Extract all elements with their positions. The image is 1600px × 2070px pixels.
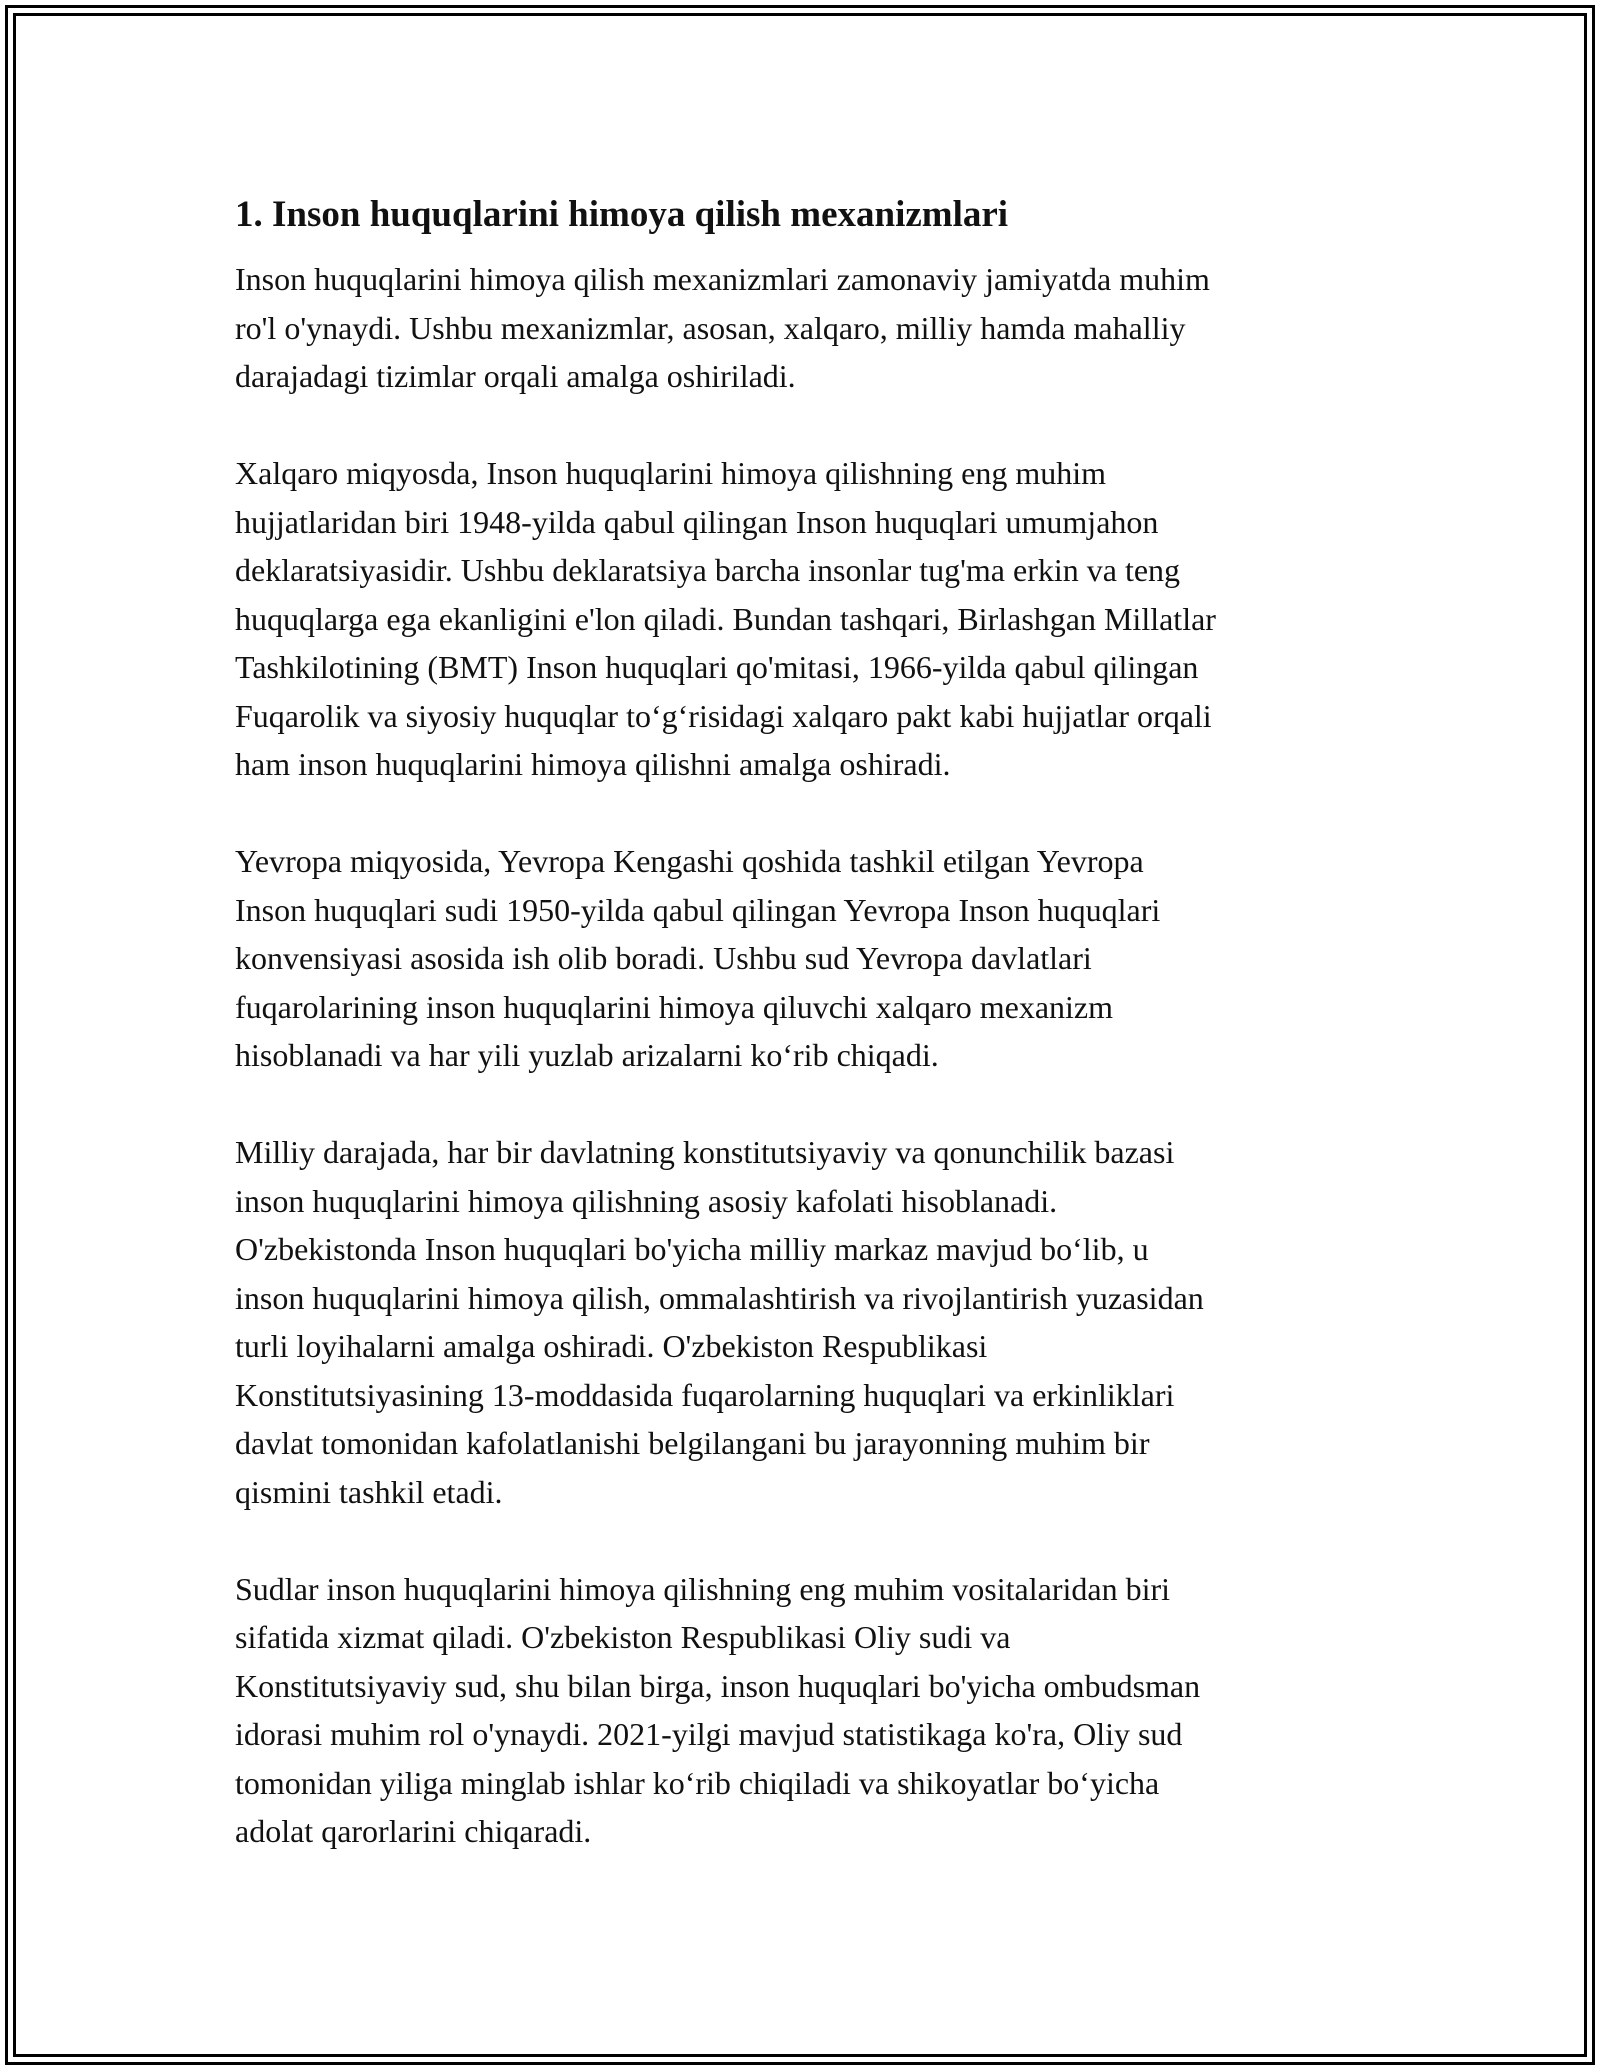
text-line: fuqarolarining inson huquqlarini himoya qiluvchi xalqaro mexanizm (235, 988, 1114, 1025)
text-line: Xalqaro miqyosda, Inson huquqlarini himoya qilishning eng muhim (235, 455, 1107, 491)
paragraph-courts (235, 1565, 1375, 1856)
text-line: davlat tomonidan kafolatlanishi belgilangani bu jarayonning muhim bir (235, 1425, 1150, 1461)
text-line: Inson huquqlarini himoya qilish mexanizmlari zamonaviy jamiyatda muhim (235, 261, 1210, 297)
text-line: konvensiyasi asosida ish olib boradi. Ushbu sud Yevropa davlatlari (235, 940, 1092, 976)
text-line: Konstitutsiyasining 13-moddasida fuqarolarning huquqlari va erkinliklari (235, 1376, 1175, 1413)
text-line: adolat qarorlarini chiqaradi. (235, 1813, 592, 1849)
paragraph-intro (235, 255, 1375, 401)
text-line: darajadagi tizimlar orqali amalga oshiriladi. (235, 358, 796, 394)
paragraph-national (235, 1128, 1375, 1516)
text-line: idorasi muhim rol o'ynaydi. 2021-yilgi mavjud statistikaga ko'ra, Oliy sud (235, 1716, 1183, 1752)
text-line: huquqlarga ega ekanligini e'lon qiladi. Bundan tashqari, Birlashgan Millatlar (235, 600, 1216, 637)
document-body (235, 187, 1375, 1904)
text-line: sifatida xizmat qiladi. O'zbekiston Respublikasi Oliy sudi va (235, 1619, 1011, 1655)
text-line: Inson huquqlari sudi 1950-yilda qabul qilingan Yevropa Inson huquqlari (235, 891, 1161, 928)
text-line: ham inson huquqlarini himoya qilishni amalga oshiradi. (235, 746, 951, 782)
text-line: tomonidan yiliga minglab ishlar ko‘rib chiqiladi va shikoyatlar bo‘yicha (235, 1764, 1160, 1801)
text-line: Konstitutsiyaviy sud, shu bilan birga, inson huquqlari bo'yicha ombudsman (235, 1667, 1201, 1704)
text-line: Tashkilotining (BMT) Inson huquqlari qo'mitasi, 1966-yilda qabul qilingan (235, 649, 1199, 685)
text-line: qismini tashkil etadi. (235, 1473, 503, 1510)
text-line: hisoblanadi va har yili yuzlab arizalarni ko‘rib chiqadi. (235, 1037, 939, 1073)
text-line: inson huquqlarini himoya qilishning asosiy kafolati hisoblanadi. (235, 1182, 1058, 1219)
text-line: Fuqarolik va siyosiy huquqlar to‘g‘risidagi xalqaro pakt kabi hujjatlar orqali (235, 697, 1212, 734)
paragraph-international (235, 449, 1375, 789)
section-heading: 1. Inson huquqlarini himoya qilish mexanizmlari (235, 194, 1009, 235)
text-line: ro'l o'ynaydi. Ushbu mexanizmlar, asosan, xalqaro, milliy hamda mahalliy (235, 309, 1186, 346)
text-line: hujjatlaridan biri 1948-yilda qabul qilingan Inson huquqlari umumjahon (235, 503, 1159, 540)
text-line: Yevropa miqyosida, Yevropa Kengashi qoshida tashkil etilgan Yevropa (235, 843, 1144, 879)
paragraph-european (235, 837, 1375, 1080)
text-line: O'zbekistonda Inson huquqlari bo'yicha milliy markaz mavjud bo‘lib, u (235, 1231, 1149, 1267)
text-line: Sudlar inson huquqlarini himoya qilishning eng muhim vositalaridan biri (235, 1570, 1171, 1607)
text-line: inson huquqlarini himoya qilish, ommalashtirish va rivojlantirish yuzasidan (235, 1279, 1204, 1316)
text-line: deklaratsiyasidir. Ushbu deklaratsiya barcha insonlar tug'ma erkin va teng (235, 552, 1181, 588)
text-line: Milliy darajada, har bir davlatning konstitutsiyaviy va qonunchilik bazasi (235, 1134, 1175, 1170)
text-line: turli loyihalarni amalga oshiradi. O'zbekiston Respublikasi (235, 1328, 988, 1364)
